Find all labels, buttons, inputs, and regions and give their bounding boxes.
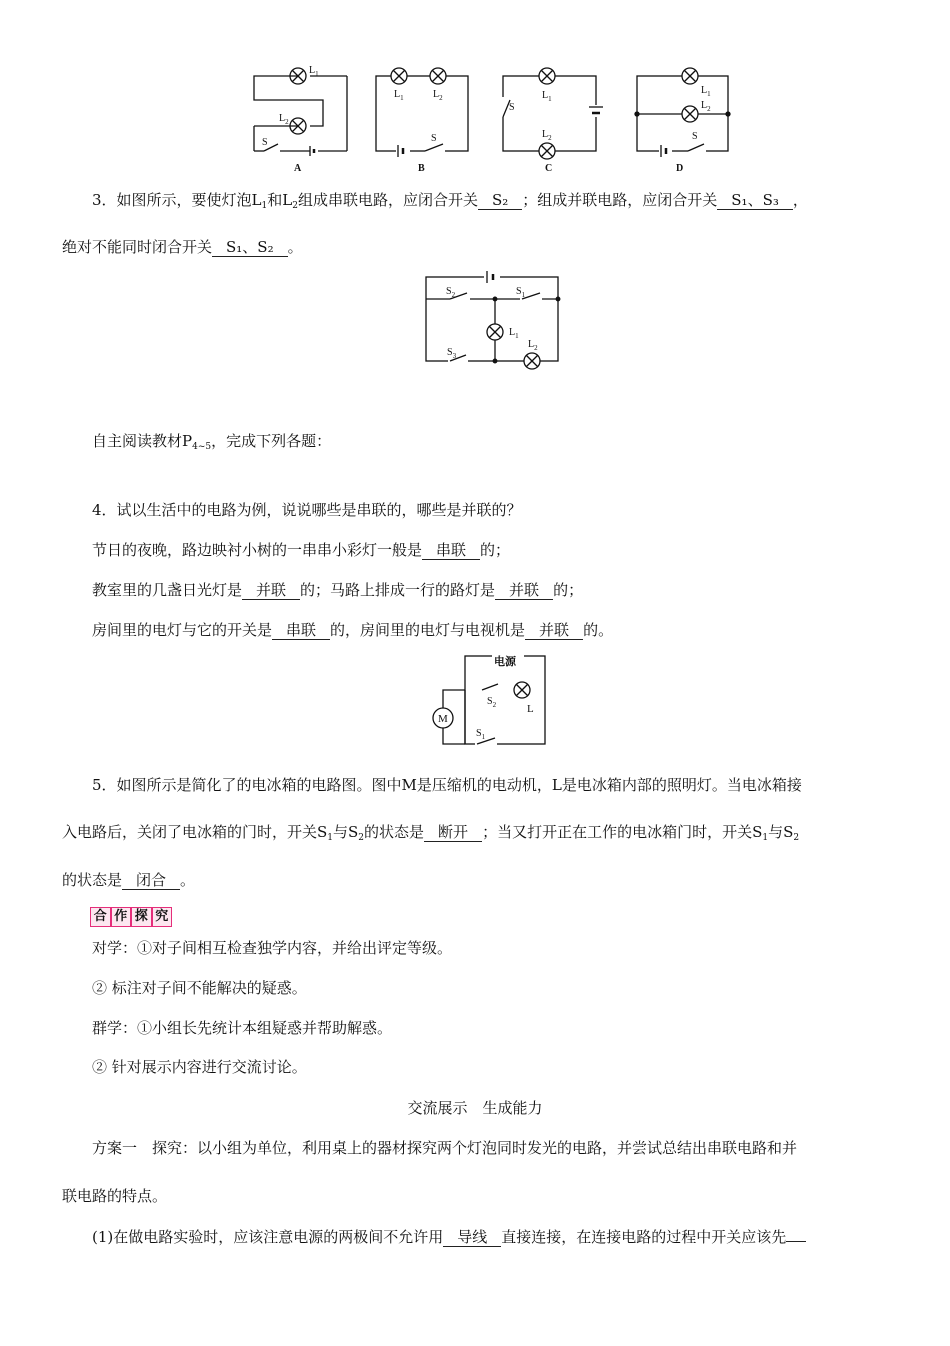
q4-answer-1: 串联 [422,541,480,560]
plan-answer-1: 导线 [443,1228,501,1247]
label-lamp: L [527,703,534,715]
plan-answer-2-blank [786,1241,806,1242]
q3-line2: 绝对不能同时闭合开关 S₁、S₂ 。 [62,238,303,256]
q4-line1: 节日的夜晚，路边映衬小树的一串串小彩灯一般是 串联 的； [92,541,511,559]
label-power-source: 电源 [494,656,516,668]
q3-circuit-figure [0,265,950,375]
section-title: 交流展示 生成能力 [407,1099,543,1117]
q3-answer-3: S₁、S₂ [212,238,288,257]
circuit-b [376,68,468,157]
circuit-d [635,68,730,157]
fridge-circuit-figure [0,650,950,750]
label-c: C [545,163,553,174]
label-a-l2: $L_2$ [279,113,289,126]
reading-instruction: 自主阅读教材$P_{4\sim 5}$，完成下列各题： [92,432,332,452]
q3-label-l2: $L_2$ [528,339,538,352]
label-b: B [418,163,425,174]
coop-line1: 对学：①对子间相互检查独学内容，并给出评定等级。 [92,939,453,957]
q5-line2: 入电路后，关闭了电冰箱的门时，开关$S_1$与$S_2$的状态是 断开 ；当又打开正在工作的电冰箱门时，开关$S_1$与$S_2$ [62,823,800,843]
coop-line2: ② 标注对子间不能解决的疑惑。 [92,979,307,997]
q4-title: 4．试以生活中的电路为例，说说哪些是串联的，哪些是并联的？ [92,501,522,519]
q4-answer-3: 并联 [495,581,553,600]
label-d-l2: $L_2$ [701,100,711,113]
label-a-l1: $L_1$ [309,65,319,78]
coop-line3: 群学：①小组长先统计本组疑惑并帮助解惑。 [92,1019,393,1037]
plan-line3: (1)在做电路实验时，应该注意电源的两极间不允许用 导线 直接连接，在连接电路的过程中开关应该先 [92,1227,806,1247]
q3-label-s2: $S_2$ [446,286,456,299]
plan-line1: 方案一 探究：以小组为单位，利用桌上的器材探究两个灯泡同时发光的电路，并尝试总结出串联电路和并 [92,1139,798,1157]
q5-line1: 5．如图所示是简化了的电冰箱的电路图。图中M是压缩机的电动机，L是电冰箱内部的照明灯。当电冰箱接 [92,776,802,794]
q4-line3: 房间里的电灯与它的开关是 串联 的，房间里的电灯与电视机是 并联 的。 [92,621,614,639]
label-d-l1: $L_1$ [701,85,711,98]
q3-label-l1: $L_1$ [509,327,519,340]
cooperative-inquiry-tag: 合 作 探 究 [90,907,172,927]
label-a-s: S [262,137,268,148]
q4-line2: 教室里的几盏日光灯是 并联 的；马路上排成一行的路灯是 并联 的； [92,581,584,599]
label-b-l1: $L_1$ [394,89,404,102]
label-s2: $S_2$ [487,696,497,709]
circuit-a [254,68,347,156]
label-s1: $S_1$ [476,728,486,741]
q5-answer-1: 断开 [424,823,482,842]
label-d-s: S [692,131,698,142]
q3-answer-2: S₁、S₃ [717,191,793,210]
label-b-l2: $L_2$ [433,89,443,102]
q3-answer-1: S₂ [478,191,522,210]
label-c-l1: $L_1$ [542,90,552,103]
q3-label-s3: $S_3$ [447,347,457,360]
label-motor: M [438,713,448,725]
q5-line3: 的状态是 闭合 。 [62,871,196,889]
coop-line4: ② 针对展示内容进行交流讨论。 [92,1058,307,1076]
circuit-c [503,68,603,159]
label-a: A [294,163,302,174]
label-b-s: S [431,133,437,144]
q3-label-s1: $S_1$ [516,286,526,299]
label-c-s: S [509,102,515,113]
q4-answer-5: 并联 [525,621,583,640]
label-d: D [676,163,684,174]
q3-line1: 3．如图所示，要使灯泡$L_1$和$L_2$组成串联电路，应闭合开关 S₂ ；组成并联电路，应闭合开关 S₁、S₃ ， [92,191,808,211]
q4-answer-4: 串联 [272,621,330,640]
q5-answer-2: 闭合 [122,871,180,890]
q4-answer-2: 并联 [242,581,300,600]
label-c-l2: $L_2$ [542,129,552,142]
plan-line2: 联电路的特点。 [62,1187,168,1205]
